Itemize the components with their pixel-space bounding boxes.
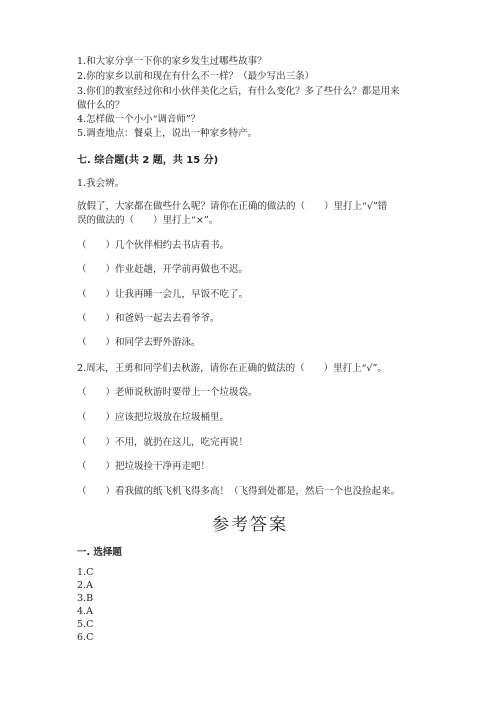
answer-item-4: 4.A	[77, 606, 93, 617]
q1-instruction-line2: 误的做法的（ ）里打上“×”。	[77, 215, 219, 226]
answers-title: 参考答案	[212, 515, 288, 535]
answer-item-3: 3.B	[77, 593, 94, 604]
q2-item-3: （ ）不用，就扔在这儿，吃完再说！	[77, 437, 249, 448]
q1-item-5: （ ）和同学去野外游泳。	[77, 337, 201, 348]
intro-question-5: 5.调查地点：餐桌上，说出一种家乡特产。	[77, 128, 258, 139]
q2-title: 2.周末，王勇和同学们去秋游，请你在正确的做法的（ ）里打上“√”。	[77, 363, 387, 374]
answers-section-heading: 一. 选择题	[77, 547, 122, 558]
q2-item-2: （ ）应该把垃圾放在垃圾桶里。	[77, 412, 230, 423]
intro-question-4: 4.怎样做一个小小“调音师”？	[77, 114, 201, 125]
answer-item-2: 2.A	[77, 580, 93, 591]
q2-item-4: （ ）把垃圾捡干净再走吧！	[77, 461, 211, 472]
q1-instruction-line1: 放假了，大家都在做些什么呢？请你在正确的做法的（ ）里打上“√”错	[77, 201, 388, 212]
intro-question-3-cont: 做什么的？	[77, 100, 125, 111]
q1-title: 1.我会辨。	[77, 178, 125, 189]
q2-item-5: （ ）看我做的纸飞机飞得多高！（飞得到处都是，然后一个也没捡起来。	[77, 486, 401, 497]
intro-question-2: 2.你的家乡以前和现在有什么不一样？（最少写出三条）	[77, 71, 315, 82]
q1-item-1: （ ）几个伙伴相约去书店看书。	[77, 240, 230, 251]
answer-item-6: 6.C	[77, 632, 94, 643]
answer-item-1: 1.C	[77, 567, 94, 578]
intro-question-3: 3.你们的教室经过你和小伙伴美化之后，有什么变化？多了些什么？都是用来	[77, 86, 400, 97]
q2-item-1: （ ）老师说秋游时要带上一个垃圾袋。	[77, 387, 258, 398]
answer-item-5: 5.C	[77, 619, 94, 630]
q1-item-3: （ ）让我再睡一会儿，早饭不吃了。	[77, 289, 249, 300]
intro-question-1: 1.和大家分享一下你的家乡发生过哪些故事？	[77, 56, 267, 67]
q1-item-2: （ ）作业赶趟，开学前再做也不迟。	[77, 264, 249, 275]
section7-heading: 七. 综合题(共 2 题，共 15 分)	[77, 155, 219, 166]
q1-item-4: （ ）和爸妈一起去去看爷爷。	[77, 313, 220, 324]
